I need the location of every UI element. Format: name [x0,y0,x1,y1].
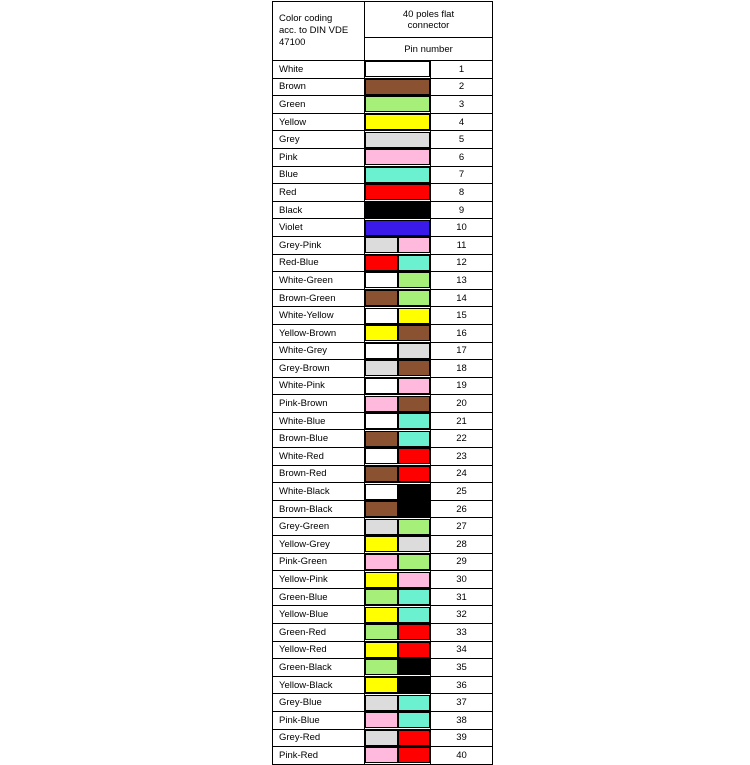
swatch-group [365,466,430,482]
pin-number-cell: 26 [431,500,493,518]
table-row [273,659,493,677]
table-row [273,324,493,342]
swatch-group [365,624,430,640]
table-row [273,465,493,483]
pin-number-cell: 2 [431,78,493,96]
color-name-cell: White-Red [273,448,365,466]
color-name-cell: White-Black [273,483,365,501]
swatch-red [398,624,431,640]
connector-header-line2: connector [407,19,450,31]
swatch-violet [365,220,430,236]
swatch-red [398,642,431,658]
color-swatch-cell [365,184,431,202]
color-name-cell: Blue [273,166,365,184]
swatch-group [365,343,430,359]
pin-number-cell: 32 [431,606,493,624]
table-row [273,377,493,395]
swatch-grey [365,237,398,253]
swatch-group [365,413,430,429]
color-name-cell: Pink-Red [273,747,365,765]
swatch-group [365,114,430,130]
color-swatch-cell [365,430,431,448]
color-swatch-cell [365,131,431,149]
color-name-cell: Yellow-Blue [273,606,365,624]
swatch-white [365,272,398,288]
color-name-cell: Green-Red [273,624,365,642]
color-swatch-cell [365,624,431,642]
table-row [273,131,493,149]
swatch-group [365,202,430,218]
pin-number-cell: 15 [431,307,493,325]
pin-number-cell: 1 [431,61,493,79]
color-name-cell: Green [273,96,365,114]
pin-number-cell: 36 [431,676,493,694]
pin-number-header-cell: Pin number [365,38,493,61]
table-row [273,201,493,219]
swatch-group [365,607,430,623]
swatch-yellow [365,114,430,130]
swatch-green [398,290,431,306]
color-name-cell: Brown-Black [273,500,365,518]
pin-number-cell: 13 [431,272,493,290]
color-swatch-cell [365,536,431,554]
swatch-grey [365,360,398,376]
swatch-group [365,255,430,271]
color-swatch-cell [365,711,431,729]
swatch-group [365,79,430,95]
swatch-group [365,642,430,658]
swatch-group [365,572,430,588]
swatch-brown [398,325,431,341]
table-row [273,166,493,184]
swatch-group [365,448,430,464]
color-name-cell: Yellow-Pink [273,571,365,589]
color-name-cell: White-Green [273,272,365,290]
swatch-group [365,554,430,570]
color-swatch-cell [365,61,431,79]
swatch-blue [398,607,431,623]
swatch-brown [398,360,431,376]
swatch-black [398,659,431,675]
swatch-group [365,501,430,517]
swatch-grey [365,519,398,535]
color-swatch-cell [365,606,431,624]
swatch-group [365,61,430,77]
pin-number-cell: 21 [431,412,493,430]
swatch-green [398,272,431,288]
swatch-brown [365,431,398,447]
color-swatch-cell [365,518,431,536]
color-swatch-cell [365,96,431,114]
color-swatch-cell [365,729,431,747]
table-row [273,571,493,589]
swatch-red [398,448,431,464]
table-row [273,236,493,254]
swatch-grey [365,132,430,148]
color-name-cell: Brown [273,78,365,96]
pin-number-cell: 7 [431,166,493,184]
table-row [273,360,493,378]
table-row [273,61,493,79]
table-row [273,588,493,606]
swatch-group [365,237,430,253]
color-name-cell: Red-Blue [273,254,365,272]
pin-number-cell: 6 [431,148,493,166]
swatch-yellow [365,607,398,623]
pin-number-cell: 31 [431,588,493,606]
color-name-cell: Grey-Green [273,518,365,536]
color-swatch-cell [365,307,431,325]
color-swatch-cell [365,78,431,96]
color-swatch-cell [365,588,431,606]
color-swatch-cell [365,465,431,483]
color-name-cell: Brown-Red [273,465,365,483]
table-row [273,289,493,307]
swatch-blue [398,431,431,447]
swatch-black [398,484,431,500]
swatch-white [365,484,398,500]
table-row [273,219,493,237]
swatch-pink [398,572,431,588]
table-title-cell [273,2,365,61]
pin-number-cell: 40 [431,747,493,765]
pin-number-cell: 25 [431,483,493,501]
color-name-cell: Grey-Blue [273,694,365,712]
swatch-group [365,431,430,447]
table-row [273,184,493,202]
swatch-green [365,659,398,675]
swatch-red [398,730,431,746]
pin-number-cell: 9 [431,201,493,219]
swatch-blue [398,413,431,429]
color-name-cell: Yellow-Brown [273,324,365,342]
color-name-cell: Grey-Red [273,729,365,747]
swatch-pink [365,396,398,412]
table-row [273,483,493,501]
table-row [273,711,493,729]
color-name-cell: Violet [273,219,365,237]
pin-number-cell: 17 [431,342,493,360]
swatch-grey [398,536,431,552]
pin-number-cell: 24 [431,465,493,483]
swatch-black [365,202,430,218]
table-row [273,676,493,694]
pin-number-cell: 16 [431,324,493,342]
color-swatch-cell [365,483,431,501]
table-row [273,307,493,325]
color-swatch-cell [365,342,431,360]
table-row [273,254,493,272]
color-swatch-cell [365,254,431,272]
pin-number-cell: 29 [431,553,493,571]
swatch-white [365,308,398,324]
table-row [273,430,493,448]
swatch-group [365,677,430,693]
table-row [273,395,493,413]
color-name-cell: White-Grey [273,342,365,360]
swatch-group [365,396,430,412]
color-name-cell: White-Pink [273,377,365,395]
table-row [273,553,493,571]
pin-number-cell: 30 [431,571,493,589]
pin-number-cell: 37 [431,694,493,712]
swatch-yellow [365,677,398,693]
pin-number-cell: 22 [431,430,493,448]
swatch-pink [365,712,398,728]
pin-number-cell: 27 [431,518,493,536]
swatch-brown [365,79,430,95]
connector-header-line1: 40 poles flat [402,8,455,20]
swatch-brown [365,290,398,306]
swatch-group [365,220,430,236]
swatch-pink [365,554,398,570]
pin-number-cell: 18 [431,360,493,378]
color-swatch-cell [365,219,431,237]
table-row [273,412,493,430]
swatch-blue [398,589,431,605]
table-row [273,641,493,659]
color-name-cell: Yellow-Black [273,676,365,694]
connector-header-cell [365,2,493,38]
pin-number-cell: 3 [431,96,493,114]
color-swatch-cell [365,448,431,466]
pin-number-cell: 38 [431,711,493,729]
swatch-group [365,695,430,711]
color-swatch-cell [365,201,431,219]
swatch-group [365,325,430,341]
color-name-cell: Pink-Green [273,553,365,571]
swatch-red [365,184,430,200]
table-row [273,624,493,642]
table-row [273,694,493,712]
color-swatch-cell [365,694,431,712]
color-name-cell: Brown-Green [273,289,365,307]
swatch-yellow [365,325,398,341]
color-swatch-cell [365,571,431,589]
swatch-group [365,167,430,183]
pin-number-cell: 35 [431,659,493,677]
swatch-green [398,519,431,535]
pin-number-cell: 14 [431,289,493,307]
swatch-blue [365,167,430,183]
pin-number-cell: 28 [431,536,493,554]
swatch-brown [365,466,398,482]
swatch-group [365,149,430,165]
table-row [273,96,493,114]
color-name-cell: Black [273,201,365,219]
pin-number-cell: 20 [431,395,493,413]
color-swatch-cell [365,412,431,430]
swatch-group [365,184,430,200]
swatch-white [365,61,430,77]
color-swatch-cell [365,360,431,378]
swatch-group [365,519,430,535]
pin-number-cell: 12 [431,254,493,272]
color-swatch-cell [365,289,431,307]
pin-number-cell: 34 [431,641,493,659]
table-row [273,342,493,360]
color-swatch-cell [365,641,431,659]
swatch-green [365,589,398,605]
swatch-group [365,96,430,112]
swatch-green [398,554,431,570]
color-name-cell: Green-Black [273,659,365,677]
swatch-red [365,255,398,271]
color-swatch-cell [365,659,431,677]
color-swatch-cell [365,166,431,184]
swatch-group [365,536,430,552]
swatch-yellow [365,642,398,658]
table-row [273,606,493,624]
swatch-blue [398,712,431,728]
color-name-cell: Yellow [273,113,365,131]
color-name-cell: Green-Blue [273,588,365,606]
color-name-cell: Grey-Brown [273,360,365,378]
pin-number-cell: 11 [431,236,493,254]
table-row [273,536,493,554]
swatch-group [365,659,430,675]
swatch-yellow [398,308,431,324]
color-name-cell: Pink [273,148,365,166]
pin-number-cell: 23 [431,448,493,466]
swatch-group [365,730,430,746]
pin-number-cell: 8 [431,184,493,202]
color-name-cell: Yellow-Red [273,641,365,659]
swatch-group [365,290,430,306]
table-title-line1: Color coding [279,13,333,24]
table-row [273,729,493,747]
color-name-cell: White [273,61,365,79]
color-name-cell: Grey [273,131,365,149]
table-row [273,518,493,536]
table-row [273,78,493,96]
color-swatch-cell [365,676,431,694]
table-row [273,148,493,166]
table-row [273,747,493,765]
table-row [273,272,493,290]
pin-number-cell: 33 [431,624,493,642]
color-swatch-cell [365,113,431,131]
pin-number-cell: 10 [431,219,493,237]
swatch-group [365,272,430,288]
color-name-cell: White-Blue [273,412,365,430]
pin-number-cell: 39 [431,729,493,747]
color-name-cell: Pink-Brown [273,395,365,413]
color-swatch-cell [365,553,431,571]
pin-number-cell: 19 [431,377,493,395]
swatch-red [398,466,431,482]
pin-number-cell: 5 [431,131,493,149]
color-swatch-cell [365,747,431,765]
swatch-blue [398,695,431,711]
color-name-cell: Brown-Blue [273,430,365,448]
table-row [273,448,493,466]
table-header [273,2,493,61]
swatch-brown [365,501,398,517]
swatch-pink [365,149,430,165]
swatch-grey [365,730,398,746]
table-body [273,61,493,765]
swatch-group [365,712,430,728]
swatch-black [398,677,431,693]
color-swatch-cell [365,236,431,254]
table-row [273,500,493,518]
swatch-group [365,308,430,324]
color-coding-table [272,1,493,765]
color-name-cell: Pink-Blue [273,711,365,729]
swatch-group [365,132,430,148]
swatch-brown [398,396,431,412]
swatch-group [365,360,430,376]
swatch-blue [398,255,431,271]
swatch-green [365,624,398,640]
swatch-white [365,378,398,394]
swatch-grey [365,695,398,711]
swatch-white [365,413,398,429]
swatch-group [365,589,430,605]
color-swatch-cell [365,377,431,395]
swatch-yellow [365,572,398,588]
color-swatch-cell [365,272,431,290]
color-name-cell: Grey-Pink [273,236,365,254]
color-swatch-cell [365,148,431,166]
swatch-grey [398,343,431,359]
swatch-pink [398,237,431,253]
table-title-line2: acc. to DIN VDE 47100 [279,25,349,48]
color-swatch-cell [365,500,431,518]
color-name-cell: Red [273,184,365,202]
swatch-group [365,378,430,394]
swatch-white [365,343,398,359]
color-name-cell: White-Yellow [273,307,365,325]
color-swatch-cell [365,324,431,342]
table-row [273,113,493,131]
pin-number-cell: 4 [431,113,493,131]
color-name-cell: Yellow-Grey [273,536,365,554]
swatch-group [365,484,430,500]
swatch-yellow [365,536,398,552]
swatch-black [398,501,431,517]
swatch-pink [398,378,431,394]
color-swatch-cell [365,395,431,413]
swatch-green [365,96,430,112]
swatch-white [365,448,398,464]
